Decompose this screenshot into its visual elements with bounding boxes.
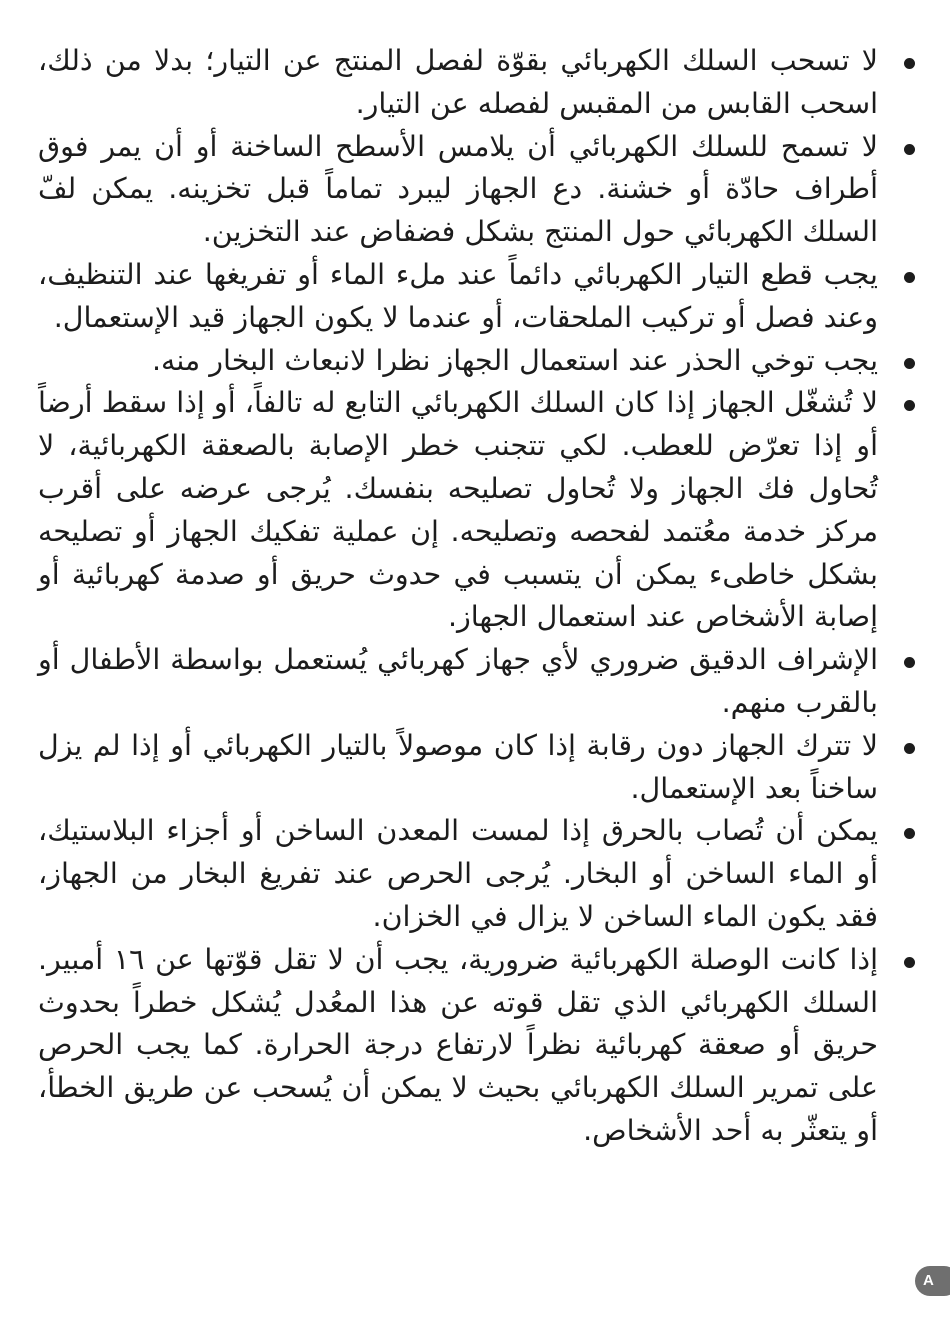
list-item [38, 40, 918, 126]
list-item [38, 810, 918, 938]
list-item [38, 939, 918, 1153]
list-item [38, 254, 918, 340]
list-item [38, 639, 918, 725]
bullet-icon [904, 828, 915, 839]
bullet-icon [904, 743, 915, 754]
list-item-text: لا تسحب السلك الكهربائي بقوّة لفصل المنتج عن التيار؛ بدلا من ذلك، اسحب القابس من المقبس لفصله عن التيار. [38, 44, 878, 120]
list-item-text: لا تُشغّل الجهاز إذا كان السلك الكهربائي التابع له تالفاً، أو إذا سقط أرضاً أو إذا تعرّض للعطب. لكي تتجنب خطر الإصابة بالصعقة الكهربائية، لا تُحاول فك الجهاز ولا تُحاول تصليحه بنفسك. يُرجى عرضه على أقرب مركز خدمة معُتمد لفحصه وتصليحه. إن عملية تفكيك الجهاز أو تصليحه بشكل خاطىء يمكن أن يتسبب في حدوث حريق أو صدمة كهربائية أو إصابة الأشخاص عند استعمال الجهاز. [38, 386, 878, 634]
list-item-text: الإشراف الدقيق ضروري لأي جهاز كهربائي يُستعمل بواسطة الأطفال أو بالقرب منهم. [38, 643, 878, 719]
list-item-text: يجب توخي الحذر عند استعمال الجهاز نظرا لانبعاث البخار منه. [151, 343, 878, 377]
list-item-text: لا تترك الجهاز دون رقابة إذا كان موصولاً بالتيار الكهربائي أو إذا لم يزل ساخناً بعد الإستعمال. [38, 728, 878, 805]
list-item-text: لا تسمح للسلك الكهربائي أن يلامس الأسطح الساخنة أو أن يمر فوق أطراف حادّة أو خشنة. دع الجهاز ليبرد تماماً قبل تخزينه. يمكن لفّ السلك الكهربائي حول المنتج بشكل فضفاض عند التخزين. [38, 129, 878, 249]
bullet-icon [904, 144, 915, 155]
safety-instructions-section [38, 40, 918, 1153]
page-badge: A [915, 1266, 950, 1296]
bullet-icon [904, 272, 915, 283]
list-item [38, 340, 918, 383]
list-item [38, 382, 918, 639]
bullet-icon [904, 358, 915, 369]
bullet-icon [904, 657, 915, 668]
list-item-text: إذا كانت الوصلة الكهربائية ضرورية، يجب أن لا تقل قوّتها عن ١٦ أمبير. السلك الكهربائي الذي تقل قوته عن هذا المعُدل يُشكل خطراً بحدوث حريق أو صعقة كهربائية نظراً لارتفاع درجة الحرارة. كما يجب الحرص على تمرير السلك الكهربائي بحيث لا يمكن أن يُسحب عن طريق الخطأ، أو يتعثّر به أحد الأشخاص. [38, 942, 878, 1147]
list-item-text: يجب قطع التيار الكهربائي دائماً عند ملء الماء أو تفريغها عند التنظيف، وعند فصل أو تركيب الملحقات، أو عندما لا يكون الجهاز قيد الإستعمال. [38, 257, 878, 334]
safety-bullet-list [38, 40, 918, 1153]
list-item [38, 126, 918, 254]
bullet-icon [904, 58, 915, 69]
bullet-icon [904, 957, 915, 968]
list-item [38, 725, 918, 811]
bullet-icon [904, 400, 915, 411]
list-item-text: يمكن أن تُصاب بالحرق إذا لمست المعدن الساخن أو أجزاء البلاستيك، أو الماء الساخن أو البخار. يُرجى الحرص عند تفريغ البخار من الجهاز، فقد يكون الماء الساخن لا يزال في الخزان. [38, 814, 878, 933]
